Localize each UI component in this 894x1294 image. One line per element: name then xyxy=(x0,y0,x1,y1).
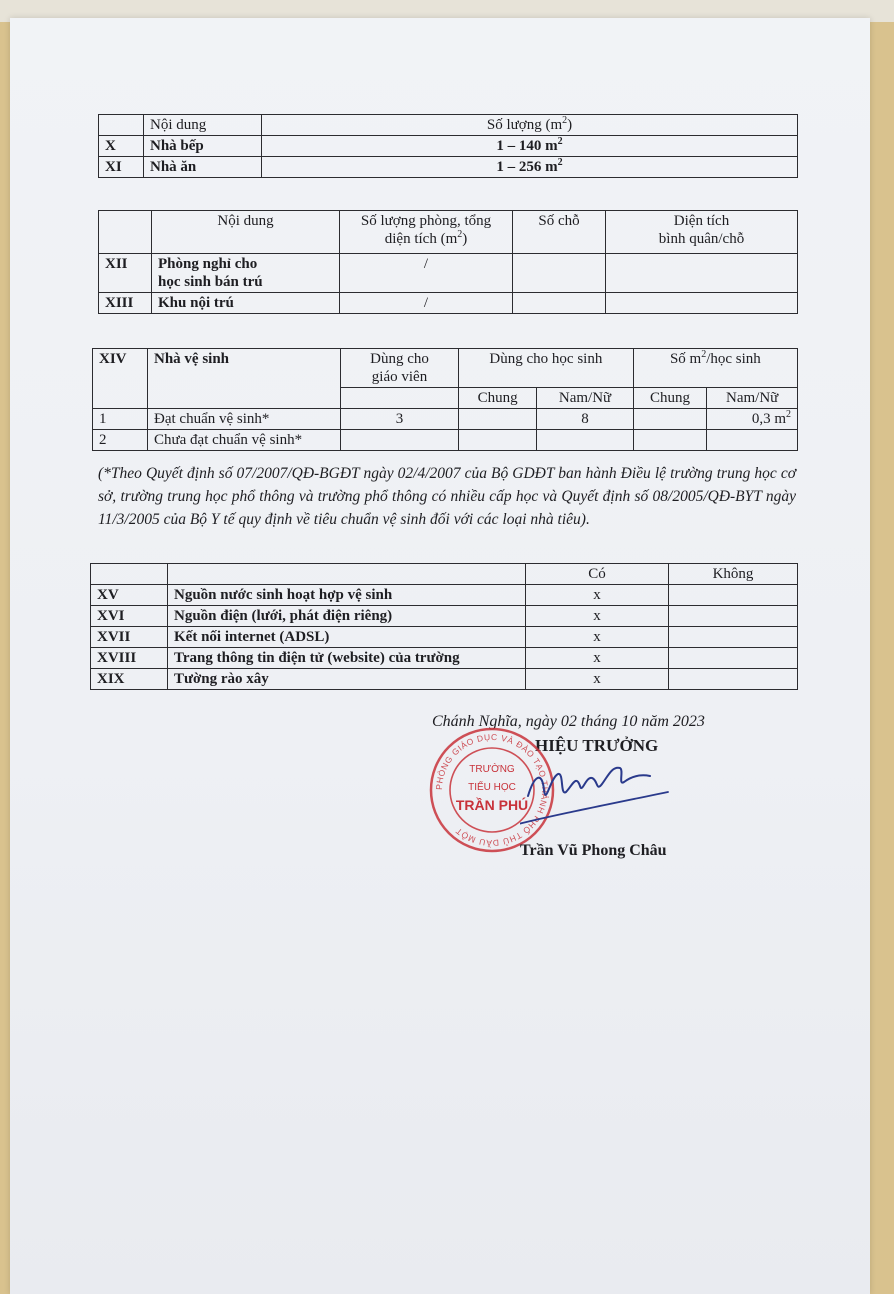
section-title: Nhà vệ sinh xyxy=(148,349,341,409)
row-value xyxy=(633,430,707,451)
toilet-table xyxy=(92,348,798,451)
signature-date: Chánh Nghĩa, ngày 02 tháng 10 năm 2023 xyxy=(432,713,705,730)
handwritten-signature xyxy=(520,756,670,826)
row-code: XVIII xyxy=(91,648,168,669)
row-value xyxy=(537,430,633,451)
table-row xyxy=(91,669,798,690)
row-code: 1 xyxy=(93,409,148,430)
header-hoc-sinh: Dùng cho học sinh xyxy=(459,349,634,388)
row-value xyxy=(669,648,798,669)
signer-name: Trần Vũ Phong Châu xyxy=(520,842,667,859)
row-value: 3 xyxy=(341,409,459,430)
row-label: Nguồn điện (lưới, phát điện riêng) xyxy=(168,606,526,627)
table-header-row xyxy=(99,211,798,254)
row-value xyxy=(669,585,798,606)
row-code: XI xyxy=(99,157,144,178)
header-noi-dung: Nội dung xyxy=(152,211,340,254)
row-value: 8 xyxy=(537,409,633,430)
header-noi-dung: Nội dung xyxy=(144,115,262,136)
table-row xyxy=(93,430,798,451)
row-value: x xyxy=(526,648,669,669)
row-label: Nhà ăn xyxy=(144,157,262,178)
row-code: XVII xyxy=(91,627,168,648)
table-header-row xyxy=(93,349,798,388)
row-value xyxy=(459,409,537,430)
table-row xyxy=(99,136,798,157)
kitchen-dining-table xyxy=(98,114,798,178)
header-m2: Số $m^2$/học sinh xyxy=(633,349,797,388)
table-row xyxy=(91,606,798,627)
header-khong: Không xyxy=(669,564,798,585)
row-label: Khu nội trú xyxy=(152,293,340,314)
row-code: XIII xyxy=(99,293,152,314)
svg-text:TRƯỜNG: TRƯỜNG xyxy=(469,764,515,775)
row-value xyxy=(459,430,537,451)
row-value: / xyxy=(340,254,513,293)
row-value: x xyxy=(526,669,669,690)
row-label: Nhà bếp xyxy=(144,136,262,157)
row-code: XII xyxy=(99,254,152,293)
table-header-row xyxy=(91,564,798,585)
table-row xyxy=(99,254,798,293)
svg-text:PHÒNG GIÁO DỤC VÀ ĐÀO TẠO THÀN: PHÒNG GIÁO DỤC VÀ ĐÀO TẠO THÀNH PHỐ THỦ DẦU MỘT xyxy=(433,731,551,849)
row-label: Trang thông tin điện tử (website) của trường xyxy=(168,648,526,669)
row-code: 2 xyxy=(93,430,148,451)
row-label: Phòng nghỉ cho học sinh bán trú xyxy=(152,254,340,293)
row-code: XV xyxy=(91,585,168,606)
table-row xyxy=(99,157,798,178)
table-row xyxy=(91,585,798,606)
row-value: / xyxy=(340,293,513,314)
row-code: XVI xyxy=(91,606,168,627)
section-code: XIV xyxy=(93,349,148,409)
utilities-table xyxy=(90,563,798,690)
footnote: (*Theo Quyết định số 07/2007/QĐ-BGĐT ngày 02/4/2007 của Bộ GDĐT ban hành Điều lệ trường trung học cơ sở, trường trung học phổ thông và trường phổ thông có nhiều cấp học và Quyết định số 08/2005/QĐ-BYT ngày 11/3/2005 của Bộ Y tế quy định về tiêu chuẩn vệ sinh đối với các loại nhà tiêu). xyxy=(98,465,796,528)
row-value: 0,3 $m^2$ xyxy=(707,409,798,430)
svg-text:TIỂU HỌC: TIỂU HỌC xyxy=(468,782,516,793)
signature-title: HIỆU TRƯỞNG xyxy=(535,736,659,755)
table-header-row xyxy=(99,115,798,136)
table-row xyxy=(91,627,798,648)
row-label: Tường rào xây xyxy=(168,669,526,690)
header-giao-vien: Dùng cho giáo viên xyxy=(341,349,459,388)
row-value: x xyxy=(526,627,669,648)
row-label: Kết nối internet (ADSL) xyxy=(168,627,526,648)
row-value: 1 – 140 $m^2$ xyxy=(262,136,798,157)
header-chung: Chung xyxy=(633,388,707,409)
row-label: Nguồn nước sinh hoạt hợp vệ sinh xyxy=(168,585,526,606)
row-value: x xyxy=(526,585,669,606)
header-co: Có xyxy=(526,564,669,585)
row-value xyxy=(669,669,798,690)
row-code: XIX xyxy=(91,669,168,690)
table-row xyxy=(93,409,798,430)
row-value xyxy=(341,430,459,451)
svg-text:TRẦN PHÚ: TRẦN PHÚ xyxy=(455,797,529,813)
table-row xyxy=(99,293,798,314)
row-code: X xyxy=(99,136,144,157)
row-value xyxy=(633,409,707,430)
row-value xyxy=(669,606,798,627)
row-label: Chưa đạt chuẩn vệ sinh* xyxy=(148,430,341,451)
table-row xyxy=(91,648,798,669)
header-so-cho: Số chỗ xyxy=(513,211,606,254)
header-so-luong: Số lượng $(m^2)$ xyxy=(262,115,798,136)
row-value xyxy=(707,430,798,451)
row-value xyxy=(669,627,798,648)
header-nam-nu: Nam/Nữ xyxy=(707,388,798,409)
row-value: 1 – 256 $m^2$ xyxy=(262,157,798,178)
header-chung: Chung xyxy=(459,388,537,409)
row-value: x xyxy=(526,606,669,627)
header-dien-tich-binh-quan: Diện tích bình quân/chỗ xyxy=(606,211,798,254)
header-so-luong-phong: Số lượng phòng, tổng diện tích $(m^2)$ xyxy=(340,211,513,254)
header-nam-nu: Nam/Nữ xyxy=(537,388,633,409)
row-label: Đạt chuẩn vệ sinh* xyxy=(148,409,341,430)
boarding-table xyxy=(98,210,798,314)
